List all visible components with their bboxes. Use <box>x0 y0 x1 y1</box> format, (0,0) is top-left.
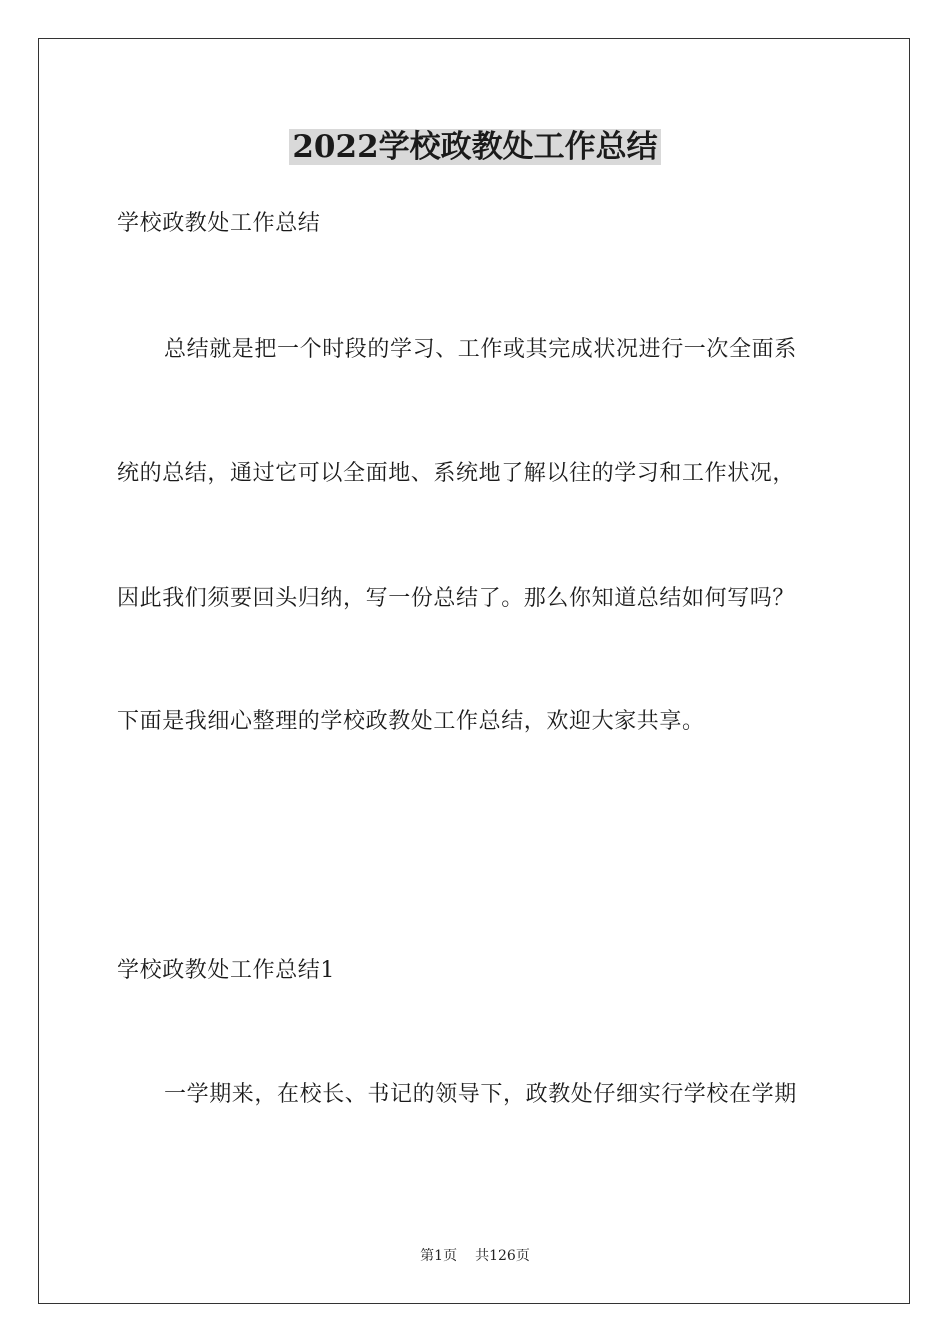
page-total: 共126页 <box>475 1248 530 1264</box>
paragraph-line: 下面是我细心整理的学校政教处工作总结，欢迎大家共享。 <box>117 709 705 734</box>
document-title-text: 2022学校政教处工作总结 <box>289 129 660 165</box>
paragraph-line: 统的总结，通过它可以全面地、系统地了解以往的学习和工作状况， <box>117 461 796 486</box>
page-footer <box>0 1246 950 1266</box>
paragraph-line: 因此我们须要回头归纳，写一份总结了。那么你知道总结如何写吗？ <box>117 586 796 611</box>
paragraph-line: 一学期来，在校长、书记的领导下，政教处仔细实行学校在学期 <box>164 1082 797 1107</box>
document-title <box>0 125 950 169</box>
page-number: 第1页 <box>420 1248 458 1264</box>
paragraph-line: 总结就是把一个时段的学习、工作或其完成状况进行一次全面系 <box>164 337 797 362</box>
section-heading: 学校政教处工作总结 <box>117 211 321 236</box>
section-heading: 学校政教处工作总结1 <box>117 958 335 983</box>
